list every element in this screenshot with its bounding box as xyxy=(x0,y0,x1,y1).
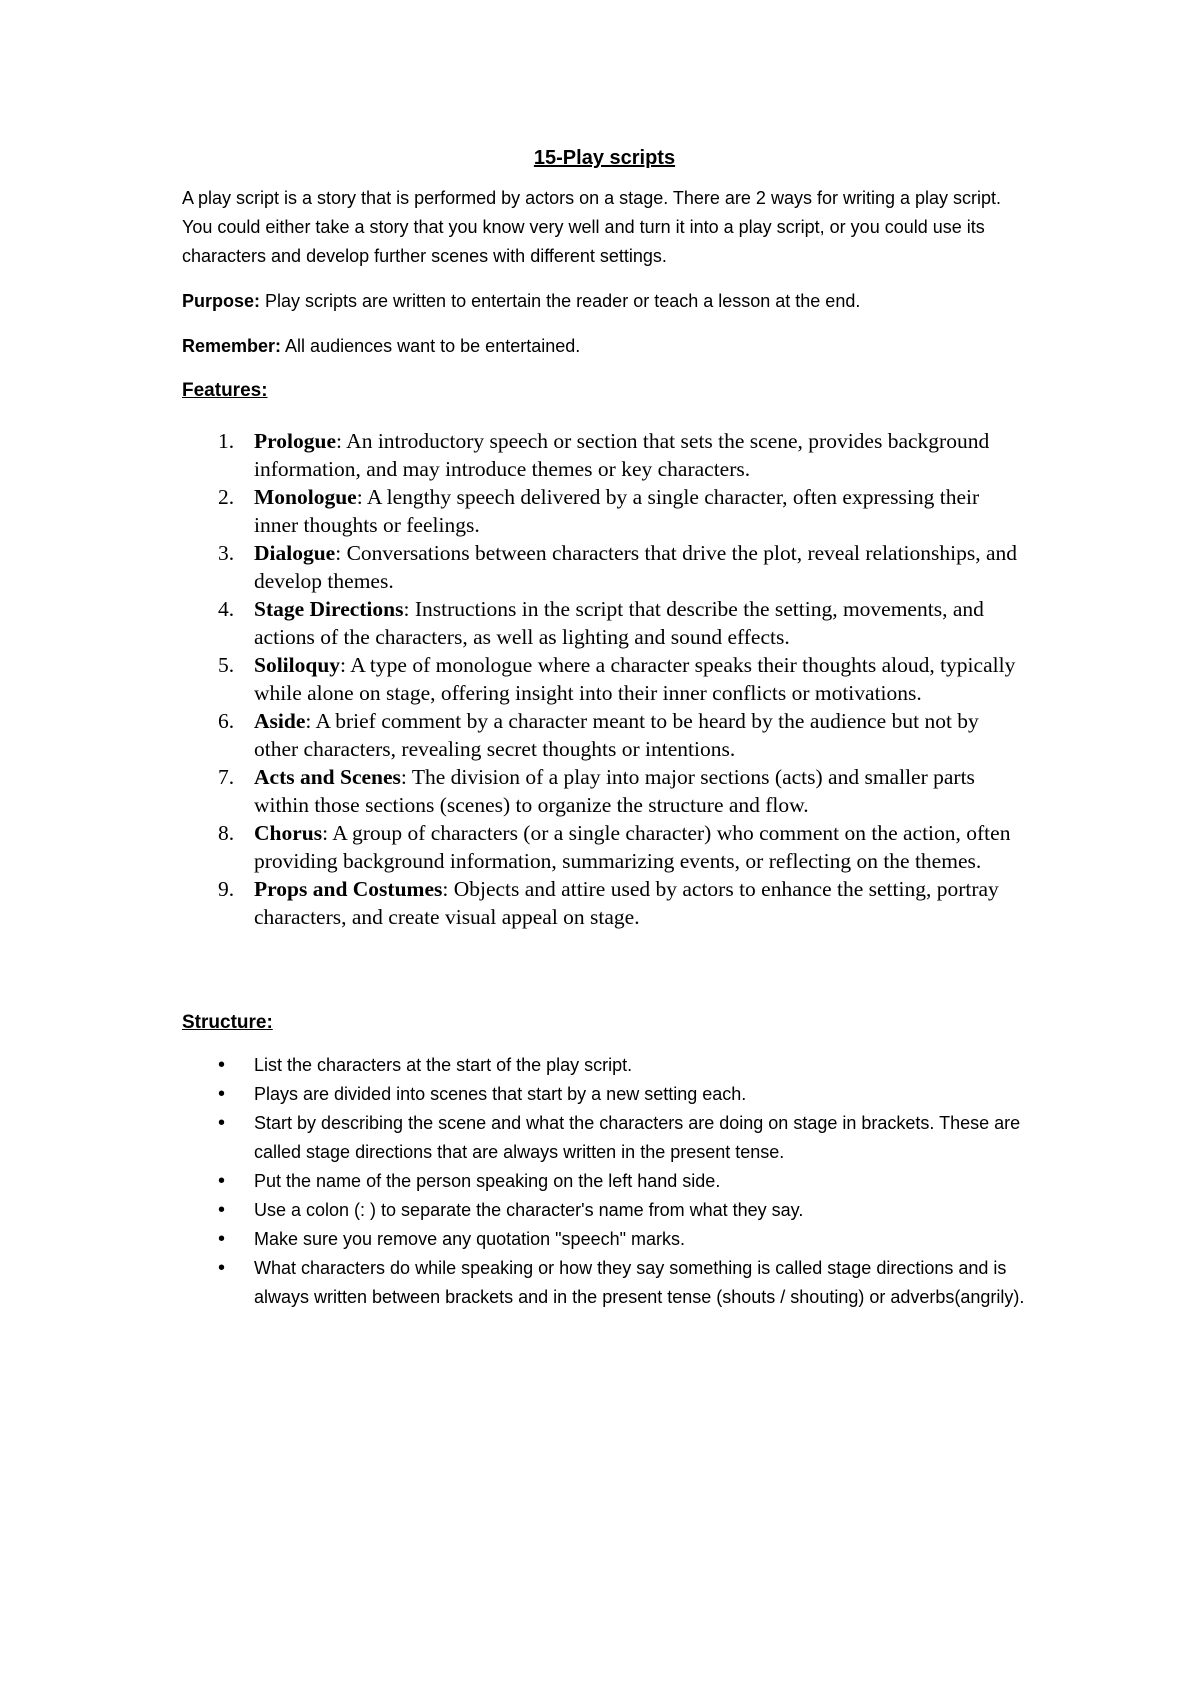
feature-item xyxy=(182,651,1027,707)
feature-number: 7. xyxy=(218,765,235,789)
feature-description: : A group of characters (or a single character) who comment on the action, often providing background information, summarizing events, or reflecting on the themes. xyxy=(254,821,1011,873)
purpose-text: Play scripts are written to entertain the reader or teach a lesson at the end. xyxy=(260,291,861,311)
structure-item xyxy=(182,1167,1027,1196)
structure-item-text: Put the name of the person speaking on the left hand side. xyxy=(254,1171,721,1191)
feature-description: : Objects and attire used by actors to enhance the setting, portray characters, and create visual appeal on stage. xyxy=(254,877,999,929)
features-list xyxy=(182,427,1027,931)
structure-item-text: List the characters at the start of the play script. xyxy=(254,1055,633,1075)
structure-heading: Structure: xyxy=(182,1012,273,1033)
remember-text: All audiences want to be entertained. xyxy=(281,336,581,356)
bullet-icon: • xyxy=(218,1112,226,1134)
feature-description: : A lengthy speech delivered by a single character, often expressing their inner thoughts or feelings. xyxy=(254,485,980,537)
feature-item xyxy=(182,427,1027,483)
feature-item xyxy=(182,763,1027,819)
structure-item-text: Use a colon (: ) to separate the character's name from what they say. xyxy=(254,1200,804,1220)
feature-item xyxy=(182,875,1027,931)
structure-item-text: Start by describing the scene and what the characters are doing on stage in brackets. These are called stage directions that are always written in the present tense. xyxy=(254,1113,1021,1162)
feature-term: Soliloquy xyxy=(254,653,341,677)
feature-description: : A brief comment by a character meant to be heard by the audience but not by other characters, revealing secret thoughts or intentions. xyxy=(254,709,979,761)
bullet-icon: • xyxy=(218,1228,226,1250)
feature-number: 2. xyxy=(218,485,235,509)
feature-number: 1. xyxy=(218,429,235,453)
feature-description: : A type of monologue where a character speaks their thoughts aloud, typically while alone on stage, offering insight into their inner conflicts or motivations. xyxy=(254,653,1016,705)
structure-item xyxy=(182,1109,1027,1167)
feature-item xyxy=(182,819,1027,875)
feature-description: : Conversations between characters that drive the plot, reveal relationships, and develop themes. xyxy=(254,541,1018,593)
feature-number: 5. xyxy=(218,653,235,677)
structure-item xyxy=(182,1196,1027,1225)
feature-number: 6. xyxy=(218,709,235,733)
page-title: 15-Play scripts xyxy=(533,147,676,169)
feature-description: : An introductory speech or section that sets the scene, provides background information, and may introduce themes or key characters. xyxy=(254,429,990,481)
feature-number: 9. xyxy=(218,877,235,901)
purpose-paragraph xyxy=(182,287,1027,316)
structure-list xyxy=(182,1051,1027,1312)
structure-item-text: Make sure you remove any quotation "speech" marks. xyxy=(254,1229,685,1249)
feature-term: Stage Directions xyxy=(254,597,404,621)
feature-description: : The division of a play into major sections (acts) and smaller parts within those sections (scenes) to organize the structure and flow. xyxy=(254,765,975,817)
structure-item-text: What characters do while speaking or how they say something is called stage directions and is always written between brackets and in the present tense (shouts / shouting) or adverbs(angrily). xyxy=(254,1258,1025,1307)
structure-item xyxy=(182,1225,1027,1254)
feature-item xyxy=(182,483,1027,539)
structure-item xyxy=(182,1254,1027,1312)
document-content xyxy=(182,144,1027,1312)
feature-term: Acts and Scenes xyxy=(254,765,401,789)
bullet-icon: • xyxy=(218,1199,226,1221)
feature-term: Props and Costumes xyxy=(254,877,443,901)
feature-term: Chorus xyxy=(254,821,323,845)
bullet-icon: • xyxy=(218,1170,226,1192)
feature-number: 8. xyxy=(218,821,235,845)
feature-item xyxy=(182,539,1027,595)
feature-item xyxy=(182,707,1027,763)
feature-term: Dialogue xyxy=(254,541,336,565)
feature-term: Aside xyxy=(254,709,306,733)
feature-term: Monologue xyxy=(254,485,357,509)
structure-item-text: Plays are divided into scenes that start by a new setting each. xyxy=(254,1084,747,1104)
purpose-label: Purpose: xyxy=(182,291,261,311)
feature-number: 4. xyxy=(218,597,235,621)
bullet-icon: • xyxy=(218,1054,226,1076)
feature-term: Prologue xyxy=(254,429,337,453)
features-heading: Features: xyxy=(182,380,268,401)
feature-item xyxy=(182,595,1027,651)
structure-item xyxy=(182,1051,1027,1080)
feature-description: : Instructions in the script that describe the setting, movements, and actions of the characters, as well as lighting and sound effects. xyxy=(254,597,984,649)
remember-label: Remember: xyxy=(182,336,282,356)
bullet-icon: • xyxy=(218,1257,226,1279)
bullet-icon: • xyxy=(218,1083,226,1105)
feature-number: 3. xyxy=(218,541,235,565)
structure-item xyxy=(182,1080,1027,1109)
intro-paragraph: A play script is a story that is performed by actors on a stage. There are 2 ways for writing a play script. You could either take a story that you know very well and turn it into a play script, or you could use its characters and develop further scenes with different settings. xyxy=(182,188,1002,266)
remember-paragraph xyxy=(182,332,1027,361)
